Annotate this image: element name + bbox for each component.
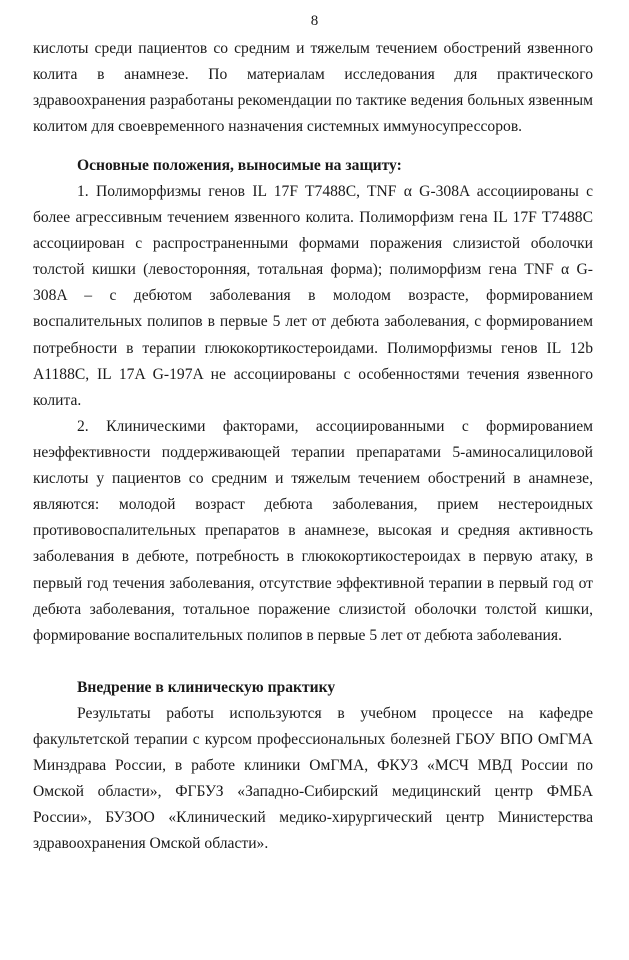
page-number: 8 <box>310 13 319 29</box>
practice-heading-block <box>33 675 593 701</box>
point2-paragraph: 2. Клиническими факторами, ассоциированными с формированием неэффективности поддерживающей терапии препаратами 5-аминосалициловой кислоты у пациентов со средним и тяжелым течением обострений в анамнезе, являются: молодой возраст дебюта заболевания, прием нестероидных противовоспалительных препаратов в анамнезе, высокая и средняя активность заболевания в дебюте, потребность в глюкокортикостероидах в первую атаку, в первый год течения заболевания, отсутствие эффективной терапии в первый год от дебюта заболевания, тотальное поражение слизистой оболочки толстой кишки, формирование воспалительных полипов в первые 5 лет от дебюта заболевания. <box>33 418 593 644</box>
intro-paragraph-block <box>33 36 593 140</box>
intro-paragraph: кислоты среди пациентов со средним и тяжелым течением обострений язвенного колита в анамнезе. По материалам исследования для практического здравоохранения разработаны рекомендации по тактике ведения больных язвенным колитом для своевременного назначения системных иммуносупрессоров. <box>33 40 593 136</box>
point1-block <box>33 179 593 414</box>
practice-block <box>33 701 593 858</box>
defense-heading: Основные положения, выносимые на защиту: <box>77 157 402 174</box>
point1-paragraph: 1. Полиморфизмы генов IL 17F T7488C, TNF α G-308A ассоциированы с более агрессивным течением язвенного колита. Полиморфизм гена IL 17F T7488C ассоциирован с распространенными формами поражения слизистой оболочки толстой кишки (левосторонняя, тотальная форма); полиморфизм гена TNF α G-308A – с дебютом заболевания в молодом возрасте, формированием воспалительных полипов в первые 5 лет от дебюта заболевания, с формированием потребности в терапии глюкокортикостероидами. Полиморфизмы генов IL 12b A1188C, IL 17A G-197A не ассоциированы с особенностями течения язвенного колита. <box>33 183 593 409</box>
defense-heading-block <box>33 153 593 179</box>
practice-paragraph: Результаты работы используются в учебном процессе на кафедре факультетской терапии с курсом профессиональных болезней ГБОУ ВПО ОмГМА Минздрава России, в работе клиники ОмГМА, ФКУЗ «МСЧ МВД России по Омской области», ФГБУЗ «Западно-Сибирский медицинский центр ФМБА России», БУЗОО «Клинический медико-хирургический центр Министерства здравоохранения Омской области». <box>33 705 593 853</box>
point2-block <box>33 414 593 649</box>
practice-heading: Внедрение в клиническую практику <box>77 679 336 696</box>
